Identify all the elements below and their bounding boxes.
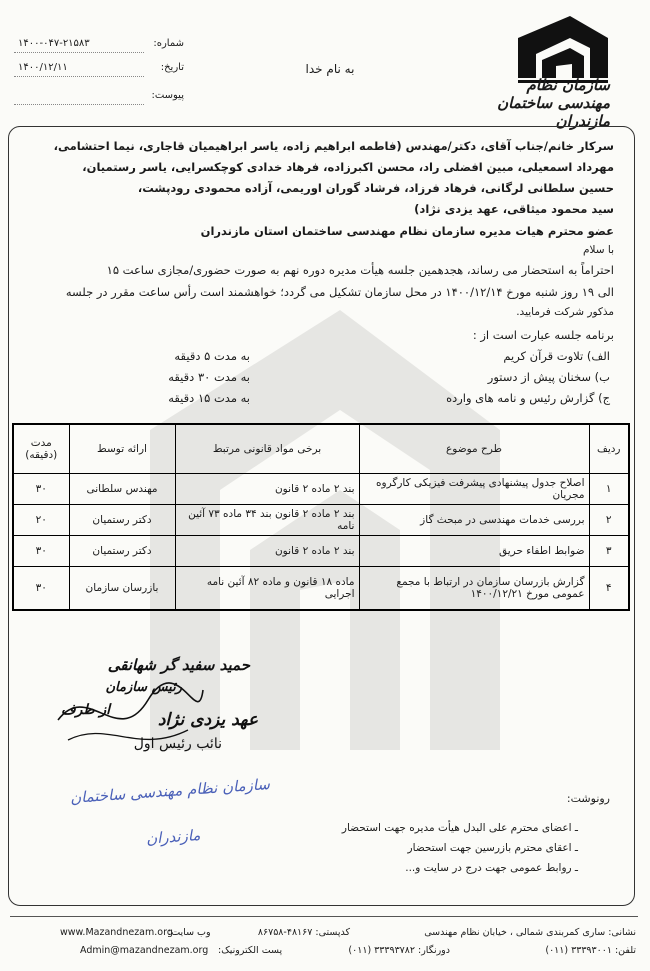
footer-email[interactable]: Admin@mazandnezam.org xyxy=(80,945,209,956)
footer-website[interactable]: www.Mazandnezam.org xyxy=(60,927,173,938)
body-line-2: الی ۱۹ روز شنبه مورخ ۱۴۰۰/۱۲/۱۴ در محل سازمان تشکیل می گردد؛ خواهشمند است رأس ساعت مقرر در جلسه xyxy=(65,285,614,299)
agenda-table xyxy=(12,423,630,611)
letter-attachment xyxy=(14,90,184,106)
agenda-item-label: ج) گزارش رئیس و نامه های وارده xyxy=(446,391,610,405)
header-subject: طرح موضوع xyxy=(359,424,589,474)
agenda-item-duration: به مدت ۵ دقیقه xyxy=(174,349,250,363)
attachment-label: پیوست: xyxy=(151,90,184,101)
recipients-line-4: سید محمود میثاقی، عهد یزدی نژاد) xyxy=(414,202,614,216)
number-value: ۱۴۰۰-۰۴۷-۲۱۵۸۳ xyxy=(18,38,90,49)
cell-subject: اصلاح جدول پیشنهادی پیشرفت فیزیکی کارگروه مجریان xyxy=(359,474,589,505)
cell-duration: ۲۰ xyxy=(13,505,69,536)
cell-presenter: مهندس سلطانی xyxy=(69,474,175,505)
table-row xyxy=(13,567,629,611)
cell-row-number: ۴ xyxy=(589,567,629,611)
recipients-line-2: مهرداد اسمعیلی، مبین افضلی راد، محسن اکبرزاده، فرهاد خدادی کوچکسرایی، یاسر رستمیان، xyxy=(82,160,614,174)
letter-date xyxy=(14,62,184,78)
cell-row-number: ۱ xyxy=(589,474,629,505)
cell-presenter: دکتر رستمیان xyxy=(69,536,175,567)
table-header-row xyxy=(13,424,629,474)
signer-title-2: نائب رئیس اول xyxy=(133,736,222,752)
body-line-3: مذکور شرکت فرمایید. xyxy=(516,306,614,318)
body-line-1: احتراماً به استحضار می رساند، هجدهمین جلسه هیأت مدیره دوره نهم به صورت حضوری/مجازی ساعت ۱۵ xyxy=(106,263,614,277)
footer-email-label: پست الکترونیک: xyxy=(218,945,283,956)
basmala: به نام خدا xyxy=(305,62,355,76)
addressee: عضو محترم هیات مدیره سازمان نظام مهندسی ساختمان استان مازندران xyxy=(200,224,614,238)
header-duration-line1: مدت xyxy=(30,437,52,449)
recipients-line-3: حسین سلطانی لرگانی، فرهاد فرزاد، فرشاد گوران اوریمی، آزاده محمودی رودپشت، xyxy=(137,181,614,195)
header-presenter: ارائه توسط xyxy=(69,424,175,474)
cell-subject: گزارش بازرسان سازمان در ارتباط با مجمع عمومی مورخ ۱۴۰۰/۱۲/۲۱ xyxy=(359,567,589,611)
cell-laws: ماده ۱۸ قانون و ماده ۸۲ آئین نامه اجرایی xyxy=(175,567,359,611)
agenda-item xyxy=(90,391,610,409)
footer-postal: کدپستی: ۴۸۱۶۷-۸۶۷۵۸ xyxy=(257,927,350,938)
footer-address: نشانی: ساری کمربندی شمالی ، خیابان نظام مهندسی xyxy=(424,927,636,938)
agenda-item xyxy=(90,349,610,367)
table-row xyxy=(13,536,629,567)
cell-presenter: دکتر رستمیان xyxy=(69,505,175,536)
org-name: سازمان نظام مهندسی ساختمان مازندران xyxy=(497,76,610,130)
cell-presenter: بازرسان سازمان xyxy=(69,567,175,611)
header-laws: برخی مواد قانونی مرتبط xyxy=(175,424,359,474)
agenda-item-label: ب) سخنان پیش از دستور xyxy=(487,370,610,384)
org-seal: سازمان نظام مهندسی ساختمان مازندران xyxy=(69,775,271,848)
footer-fax: دورنگار: ۳۳۳۹۳۷۸۲ (۰۱۱) xyxy=(348,945,450,956)
cell-subject: بررسی خدمات مهندسی در مبحث گاز xyxy=(359,505,589,536)
agenda-item-duration: به مدت ۱۵ دقیقه xyxy=(168,391,250,405)
on-behalf-label: از طرف xyxy=(61,702,110,718)
cc-item: ـ اعقای محترم بازرسین جهت استحضار xyxy=(407,842,578,854)
cell-row-number: ۳ xyxy=(589,536,629,567)
cc-label: رونوشت: xyxy=(566,792,610,805)
cell-row-number: ۲ xyxy=(589,505,629,536)
cc-item: ـ روابط عمومی جهت درج در سایت و... xyxy=(405,862,578,874)
table-row xyxy=(13,474,629,505)
date-label: تاریخ: xyxy=(160,62,184,73)
footer-divider xyxy=(10,916,638,917)
cell-duration: ۳۰ xyxy=(13,536,69,567)
cell-laws: بند ۲ ماده ۲ قانون بند ۳۴ ماده ۷۳ آئین نامه xyxy=(175,505,359,536)
cell-laws: بند ۲ ماده ۲ قانون xyxy=(175,536,359,567)
signer-name-2: عهد یزدی نژاد xyxy=(157,710,258,730)
greeting: با سلام xyxy=(582,244,614,256)
agenda-item-duration: به مدت ۳۰ دقیقه xyxy=(168,370,250,384)
header-row-number: ردیف xyxy=(589,424,629,474)
header-duration xyxy=(13,424,69,474)
date-value: ۱۴۰۰/۱۲/۱۱ xyxy=(18,62,68,73)
signer-title: رئیس سازمان xyxy=(105,680,182,695)
cell-laws: بند ۲ ماده ۲ قانون xyxy=(175,474,359,505)
letter-number xyxy=(14,38,184,54)
agenda-item xyxy=(90,370,610,388)
cell-subject: ضوابط اطفاء حریق xyxy=(359,536,589,567)
cc-item: ـ اعضای محترم علی البدل هیأت مدیره جهت استحضار xyxy=(341,822,578,834)
header-duration-line2: (دقیقه) xyxy=(25,449,58,461)
agenda-item-label: الف) تلاوت قرآن کریم xyxy=(503,349,610,363)
footer-phone: تلفن: ۳۳۳۹۳۰۰۱ (۰۱۱) xyxy=(545,945,636,956)
footer-website-label: وب سایت: xyxy=(168,927,211,938)
signer-name: حمید سفید گر شهانقی xyxy=(107,656,250,674)
number-label: شماره: xyxy=(153,38,184,49)
recipients-line-1: سرکار خانم/جناب آقای، دکتر/مهندس (فاطمه ابراهیم زاده، یاسر ابراهیمیان قاجاری، نیما احتشامی، xyxy=(53,139,614,153)
cell-duration: ۳۰ xyxy=(13,474,69,505)
table-row xyxy=(13,505,629,536)
cell-duration: ۳۰ xyxy=(13,567,69,611)
agenda-intro: برنامه جلسه عبارت است از : xyxy=(472,328,614,342)
signature-scribble-icon xyxy=(48,660,208,760)
